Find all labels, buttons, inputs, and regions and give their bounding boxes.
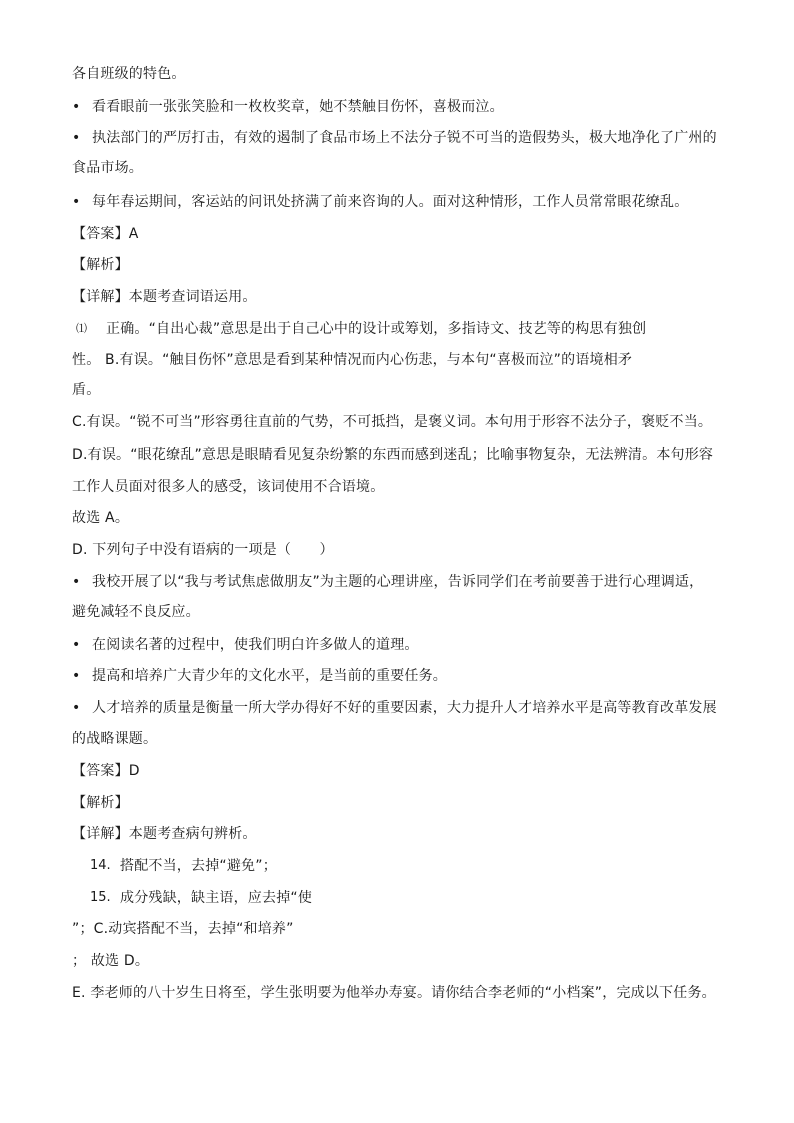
text-line-1: 各自班级的特色。 [72,66,186,82]
explain-d-2: 工作人员面对很多人的感受，该词使用不合语境。 [72,479,385,495]
explain-b: 性。 B.有误。“触目伤怀”意思是看到某种情况而内心伤悲，与本句“喜极而泣”的语境相矛 [72,352,633,368]
bullet-5: • [72,637,81,653]
detail-label-2: 【详解】本题考查病句辨析。 [72,826,257,842]
detail-label-1: 【详解】本题考查词语运用。 [72,289,257,305]
explain-d-1: D.有误。“眼花缭乱”意思是眼睛看见复杂纷繁的东西而感到迷乱；比喻事物复杂，无法辨清。本句形容 [72,447,714,463]
choice-4-text-1: 人才培养的质量是衡量一所大学办得好不好的重要因素，大力提升人才培养水平是高等教育改革发展 [92,700,717,716]
conclusion-1: 故选 A。 [72,510,130,526]
item-14-text: 搭配不当，去掉“避免”； [120,858,277,874]
option-d-text: 每年春运期间，客运站的问讯处挤满了前来咨询的人。面对这种情形，工作人员常常眼花缭乱。 [92,194,689,210]
option-b-text: 看看眼前一张张笑脸和一枚枚奖章，她不禁触目伤怀，喜极而泣。 [92,99,504,115]
answer-label-1: 【答案】A [72,226,139,242]
item-number-1: ⑴ [76,322,87,335]
bullet-3: • [72,194,81,210]
conclusion-2: ； 故选 D。 [72,953,150,969]
item-15-text: 成分残缺，缺主语，应去掉“使 [120,890,313,906]
analysis-label-1: 【解析】 [72,257,129,273]
explain-a: 正确。“自出心裁”意思是出于自己心中的设计或筹划，多指诗文、技艺等的构思有独创 [106,321,647,337]
bullet-7: • [72,700,81,716]
option-c-text-2: 食品市场。 [72,160,143,176]
analysis-label-2: 【解析】 [72,795,129,811]
choice-2-text: 在阅读名著的过程中，使我们明白许多做人的道理。 [92,637,419,653]
option-c-text-1: 执法部门的严厉打击，有效的遏制了食品市场上不法分子锐不可当的造假势头，极大地净化了广州的 [92,130,717,146]
bullet-4: • [72,574,81,590]
answer-label-2: 【答案】D [72,763,140,779]
explain-c: C.有误。“锐不可当”形容勇往直前的气势，不可抵挡，是褒义词。本句用于形容不法分子，褒贬不当。 [72,414,713,430]
bullet-1: • [72,99,81,115]
choice-4-text-2: 的战略课题。 [72,731,158,747]
choice-3-text: 提高和培养广大青少年的文化水平，是当前的重要任务。 [92,668,447,684]
bullet-6: • [72,668,81,684]
bullet-2: • [72,130,81,146]
question-e: E. 李老师的八十岁生日将至，学生张明要为他举办寿宴。请你结合李老师的“小档案”，完成以下任务。 [72,985,716,1001]
item-15-text-2: ”；C.动宾搭配不当，去掉“和培养” [72,921,294,937]
item-number-14: 14. [90,858,111,873]
item-number-15: 15. [90,890,111,905]
explain-b-end: 盾。 [72,382,101,398]
question-d: D. 下列句子中没有语病的一项是（ ） [72,542,334,558]
choice-1-text-2: 避免减轻不良反应。 [72,604,200,620]
choice-1-text-1: 我校开展了以“我与考试焦虑做朋友”为主题的心理讲座，告诉同学们在考前要善于进行心理调适， [92,574,704,590]
